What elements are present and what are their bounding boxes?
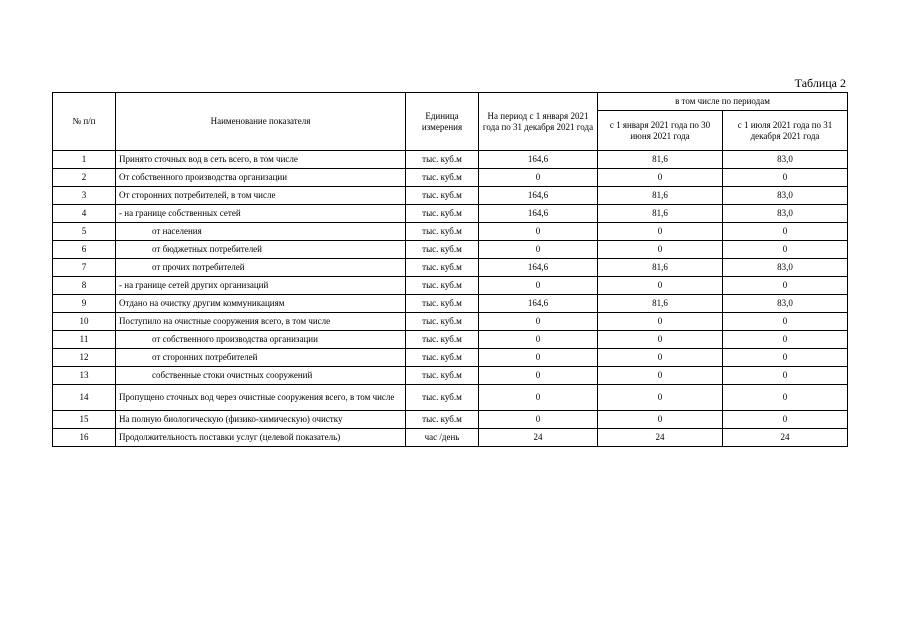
- indicator-name-cell: собственные стоки очистных сооружений: [116, 367, 406, 385]
- period-total-cell: 164,6: [479, 187, 598, 205]
- first-half-cell: 0: [598, 385, 723, 411]
- second-half-cell: 0: [723, 385, 848, 411]
- period-total-cell: 0: [479, 385, 598, 411]
- first-half-cell: 0: [598, 277, 723, 295]
- indicator-name-cell: Поступило на очистные сооружения всего, в том числе: [116, 313, 406, 331]
- table-row: [53, 187, 848, 205]
- row-number-cell: 13: [53, 367, 116, 385]
- table-row: [53, 429, 848, 447]
- unit-cell: тыс. куб.м: [406, 295, 479, 313]
- header-name: Наименование показателя: [116, 93, 406, 151]
- row-number-cell: 2: [53, 169, 116, 187]
- indicator-name-cell: От собственного производства организации: [116, 169, 406, 187]
- unit-cell: тыс. куб.м: [406, 169, 479, 187]
- period-total-cell: 0: [479, 277, 598, 295]
- period-total-cell: 0: [479, 367, 598, 385]
- unit-cell: тыс. куб.м: [406, 223, 479, 241]
- row-number-cell: 11: [53, 331, 116, 349]
- unit-cell: тыс. куб.м: [406, 151, 479, 169]
- first-half-cell: 81,6: [598, 151, 723, 169]
- unit-cell: час /день: [406, 429, 479, 447]
- row-number-cell: 4: [53, 205, 116, 223]
- first-half-cell: 81,6: [598, 205, 723, 223]
- table-row: [53, 411, 848, 429]
- period-total-cell: 0: [479, 331, 598, 349]
- period-total-cell: 164,6: [479, 259, 598, 277]
- unit-cell: тыс. куб.м: [406, 349, 479, 367]
- first-half-cell: 0: [598, 411, 723, 429]
- period-total-cell: 24: [479, 429, 598, 447]
- first-half-cell: 0: [598, 349, 723, 367]
- unit-cell: тыс. куб.м: [406, 367, 479, 385]
- table-row: [53, 241, 848, 259]
- table-caption: Таблица 2: [794, 76, 846, 90]
- unit-cell: тыс. куб.м: [406, 385, 479, 411]
- unit-cell: тыс. куб.м: [406, 259, 479, 277]
- indicator-name-cell: Принято сточных вод в сеть всего, в том числе: [116, 151, 406, 169]
- period-total-cell: 0: [479, 313, 598, 331]
- indicator-name-cell: От сторонних потребителей, в том числе: [116, 187, 406, 205]
- indicator-name-cell: от населения: [116, 223, 406, 241]
- period-total-cell: 0: [479, 241, 598, 259]
- data-table: [52, 92, 848, 447]
- table-row: [53, 367, 848, 385]
- indicator-name-cell: - на границе собственных сетей: [116, 205, 406, 223]
- second-half-cell: 0: [723, 223, 848, 241]
- table-row: [53, 169, 848, 187]
- table-row: [53, 259, 848, 277]
- second-half-cell: 0: [723, 367, 848, 385]
- row-number-cell: 1: [53, 151, 116, 169]
- first-half-cell: 24: [598, 429, 723, 447]
- table-row: [53, 277, 848, 295]
- indicator-name-cell: от собственного производства организации: [116, 331, 406, 349]
- first-half-cell: 0: [598, 169, 723, 187]
- second-half-cell: 0: [723, 349, 848, 367]
- first-half-cell: 0: [598, 313, 723, 331]
- unit-cell: тыс. куб.м: [406, 205, 479, 223]
- first-half-cell: 81,6: [598, 187, 723, 205]
- table-row: [53, 313, 848, 331]
- table-row: [53, 205, 848, 223]
- header-sub1: с 1 января 2021 года по 30 июня 2021 года: [598, 111, 723, 151]
- table-row: [53, 223, 848, 241]
- second-half-cell: 83,0: [723, 295, 848, 313]
- row-number-cell: 12: [53, 349, 116, 367]
- indicator-name-cell: Отдано на очистку другим коммуникациям: [116, 295, 406, 313]
- row-number-cell: 5: [53, 223, 116, 241]
- unit-cell: тыс. куб.м: [406, 313, 479, 331]
- indicator-name-cell: Продолжительность поставки услуг (целевой показатель): [116, 429, 406, 447]
- period-total-cell: 0: [479, 169, 598, 187]
- table-row: [53, 385, 848, 411]
- row-number-cell: 3: [53, 187, 116, 205]
- period-total-cell: 0: [479, 411, 598, 429]
- row-number-cell: 14: [53, 385, 116, 411]
- indicator-name-cell: от бюджетных потребителей: [116, 241, 406, 259]
- second-half-cell: 24: [723, 429, 848, 447]
- row-number-cell: 9: [53, 295, 116, 313]
- second-half-cell: 0: [723, 411, 848, 429]
- indicator-name-cell: - на границе сетей других организаций: [116, 277, 406, 295]
- indicator-name-cell: На полную биологическую (физико-химическую) очистку: [116, 411, 406, 429]
- first-half-cell: 0: [598, 223, 723, 241]
- second-half-cell: 0: [723, 277, 848, 295]
- second-half-cell: 83,0: [723, 259, 848, 277]
- row-number-cell: 8: [53, 277, 116, 295]
- row-number-cell: 16: [53, 429, 116, 447]
- table-row: [53, 349, 848, 367]
- indicator-name-cell: от сторонних потребителей: [116, 349, 406, 367]
- second-half-cell: 0: [723, 331, 848, 349]
- unit-cell: тыс. куб.м: [406, 331, 479, 349]
- table-row: [53, 151, 848, 169]
- table-body: [53, 151, 848, 447]
- row-number-cell: 6: [53, 241, 116, 259]
- unit-cell: тыс. куб.м: [406, 411, 479, 429]
- period-total-cell: 164,6: [479, 295, 598, 313]
- period-total-cell: 0: [479, 349, 598, 367]
- first-half-cell: 81,6: [598, 259, 723, 277]
- row-number-cell: 10: [53, 313, 116, 331]
- second-half-cell: 0: [723, 169, 848, 187]
- first-half-cell: 81,6: [598, 295, 723, 313]
- row-number-cell: 7: [53, 259, 116, 277]
- second-half-cell: 0: [723, 313, 848, 331]
- first-half-cell: 0: [598, 241, 723, 259]
- unit-cell: тыс. куб.м: [406, 187, 479, 205]
- unit-cell: тыс. куб.м: [406, 277, 479, 295]
- second-half-cell: 83,0: [723, 187, 848, 205]
- period-total-cell: 0: [479, 223, 598, 241]
- second-half-cell: 0: [723, 241, 848, 259]
- indicator-name-cell: от прочих потребителей: [116, 259, 406, 277]
- period-total-cell: 164,6: [479, 205, 598, 223]
- second-half-cell: 83,0: [723, 205, 848, 223]
- first-half-cell: 0: [598, 367, 723, 385]
- first-half-cell: 0: [598, 331, 723, 349]
- header-unit: Единица измерения: [406, 93, 479, 151]
- header-num: № п/п: [53, 93, 116, 151]
- header-sub2: с 1 июля 2021 года по 31 декабря 2021 года: [723, 111, 848, 151]
- row-number-cell: 15: [53, 411, 116, 429]
- table-row: [53, 331, 848, 349]
- unit-cell: тыс. куб.м: [406, 241, 479, 259]
- indicator-name-cell: Пропущено сточных вод через очистные сооружения всего, в том числе: [116, 385, 406, 411]
- header-period: На период с 1 января 2021 года по 31 декабря 2021 года: [479, 93, 598, 151]
- table-row: [53, 295, 848, 313]
- period-total-cell: 164,6: [479, 151, 598, 169]
- header-subperiods: в том числе по периодам: [598, 93, 848, 111]
- second-half-cell: 83,0: [723, 151, 848, 169]
